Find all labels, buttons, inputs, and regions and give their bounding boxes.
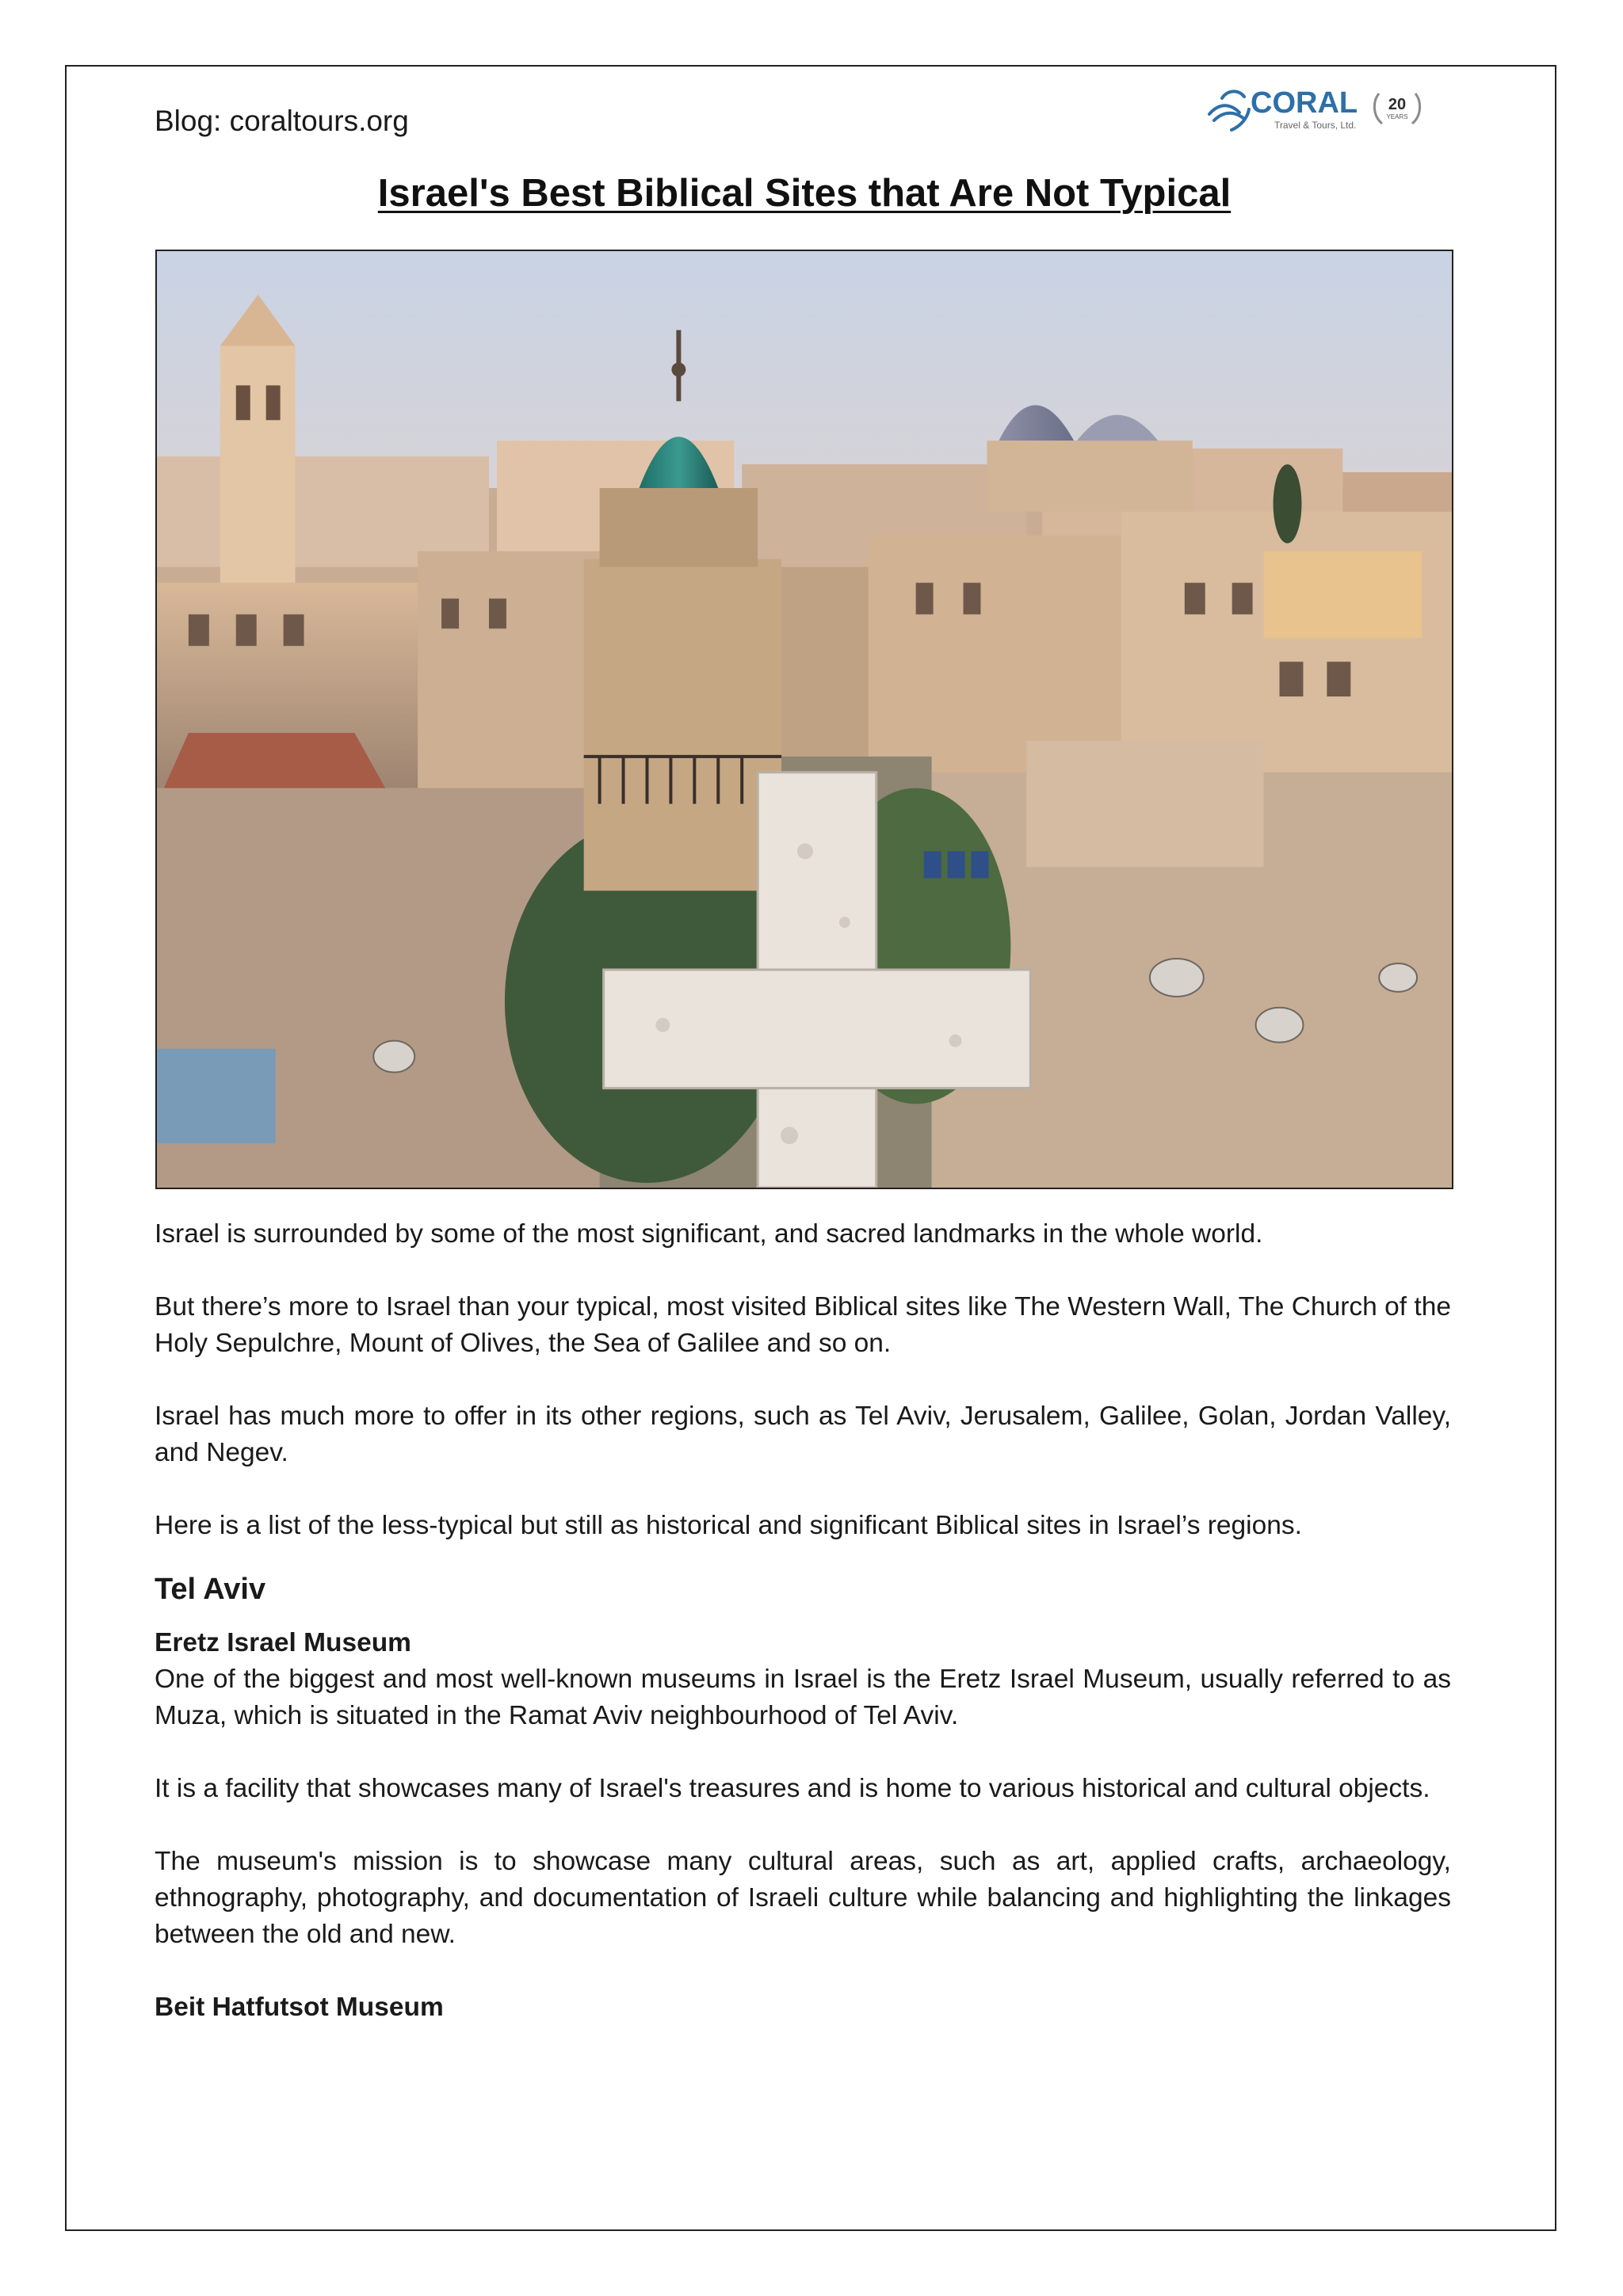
wave-bird-icon: [1209, 91, 1249, 130]
body-paragraph: One of the biggest and most well-known museums in Israel is the Eretz Israel Museum, usually referred to as Muza, which is situated in the Ramat Aviv neighbourhood of Tel Aviv.: [155, 1665, 1451, 1730]
page-title: Israel's Best Biblical Sites that Are Not Typical: [377, 172, 1232, 215]
blog-label: Blog: coraltours.org: [155, 105, 409, 137]
logo-brand: CORAL: [1251, 86, 1358, 120]
badge-number: 20: [1388, 96, 1407, 113]
body-paragraph: It is a facility that showcases many of Israel's treasures and is home to various historical and cultural objects.: [155, 1774, 1430, 1803]
intro-paragraph: Here is a list of the less-typical but still as historical and significant Biblical sites in Israel’s regions.: [155, 1511, 1302, 1540]
badge-text: YEARS: [1386, 113, 1408, 120]
anniversary-badge-icon: [1374, 93, 1419, 124]
article-body: [155, 1216, 1451, 2026]
intro-paragraph: Israel is surrounded by some of the most significant, and sacred landmarks in the whole world.: [155, 1219, 1263, 1249]
intro-paragraph: But there’s more to Israel than your typical, most visited Biblical sites like The Western Wall, The Church of the Holy Sepulchre, Mount of Olives, the Sea of Galilee and so on.: [155, 1292, 1451, 1358]
subsection-heading-beit-hatfutsot-museum: Beit Hatfutsot Museum: [155, 1993, 444, 2022]
subsection-heading-eretz-israel-museum: Eretz Israel Museum: [155, 1628, 411, 1657]
logo-tagline: Travel & Tours, Ltd.: [1274, 120, 1357, 131]
coral-logo: [1203, 79, 1441, 143]
jerusalem-old-city-photo: [155, 250, 1453, 1189]
section-heading-tel-aviv: Tel Aviv: [155, 1573, 266, 1606]
intro-paragraph: Israel has much more to offer in its other regions, such as Tel Aviv, Jerusalem, Galilee, Golan, Jordan Valley, and Negev.: [155, 1402, 1451, 1467]
body-paragraph: The museum's mission is to showcase many cultural areas, such as art, applied crafts, archaeology, ethnography, photography, and documentation of Israeli culture while balancing and highlighting the linkages between the old and new.: [155, 1847, 1451, 1949]
